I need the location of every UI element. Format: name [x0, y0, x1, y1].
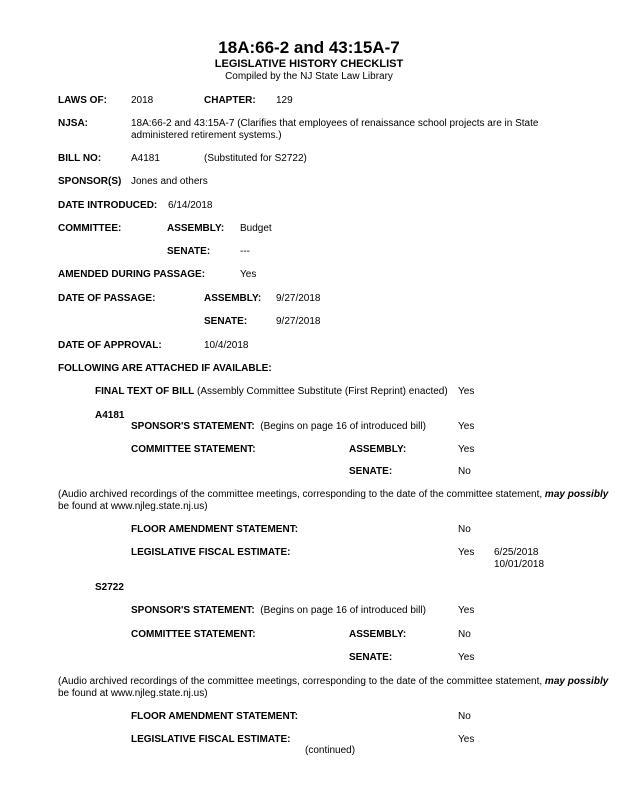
- a4181-sponsor-line: [131, 421, 426, 433]
- s2722-sponsor-label: SPONSOR'S STATEMENT:: [131, 605, 255, 616]
- s2722-senate-value: Yes: [458, 652, 475, 663]
- bill-no-value: A4181: [131, 153, 160, 164]
- s2722-floor-value: No: [458, 711, 471, 722]
- a4181-heading: A4181: [95, 410, 125, 421]
- a4181-senate-label: SENATE:: [349, 466, 393, 477]
- a4181-fiscal-label: LEGISLATIVE FISCAL ESTIMATE:: [131, 547, 291, 558]
- passage-senate-value: 9/27/2018: [276, 316, 321, 327]
- laws-of-label: LAWS OF:: [58, 95, 107, 106]
- chapter-value: 129: [276, 95, 293, 106]
- a4181-sponsor-label: SPONSOR'S STATEMENT:: [131, 421, 255, 432]
- final-text-label: FINAL TEXT OF BILL: [95, 386, 195, 397]
- a4181-audio-note-cont: be found at www.njleg.state.nj.us): [58, 501, 208, 512]
- a4181-fiscal-date-1: 6/25/2018: [494, 547, 539, 558]
- passage-assembly-value: 9/27/2018: [276, 293, 321, 304]
- document-title: 18A:66-2 and 43:15A-7: [218, 38, 400, 57]
- a4181-floor-value: No: [458, 524, 471, 535]
- s2722-floor-label: FLOOR AMENDMENT STATEMENT:: [131, 711, 299, 722]
- compiled-by: Compiled by the NJ State Law Library: [225, 71, 393, 82]
- njsa-label: NJSA:: [58, 118, 89, 129]
- s2722-fiscal-value: Yes: [458, 734, 475, 745]
- final-text-line: [95, 386, 448, 398]
- a4181-assembly-value: Yes: [458, 444, 475, 455]
- a4181-fiscal-value: Yes: [458, 547, 475, 558]
- a4181-sponsor-detail: (Begins on page 16 of introduced bill): [260, 421, 426, 432]
- s2722-sponsor-detail: (Begins on page 16 of introduced bill): [260, 605, 426, 616]
- s2722-sponsor-value: Yes: [458, 605, 475, 616]
- a4181-committee-label: COMMITTEE STATEMENT:: [131, 444, 256, 455]
- s2722-sponsor-line: [131, 605, 426, 617]
- s2722-audio-note-cont: be found at www.njleg.state.nj.us): [58, 688, 208, 699]
- s2722-committee-label: COMMITTEE STATEMENT:: [131, 629, 256, 640]
- chapter-label: CHAPTER:: [204, 95, 256, 106]
- continued-note: (continued): [305, 745, 356, 756]
- laws-of-value: 2018: [131, 95, 154, 106]
- a4181-senate-value: No: [458, 466, 471, 477]
- bill-no-note: (Substituted for S2722): [204, 153, 307, 164]
- passage-assembly-label: ASSEMBLY:: [204, 293, 262, 304]
- amended-value: Yes: [240, 269, 257, 280]
- approval-value: 10/4/2018: [204, 340, 249, 351]
- passage-label: DATE OF PASSAGE:: [58, 293, 156, 304]
- final-text-value: Yes: [458, 386, 475, 397]
- a4181-floor-label: FLOOR AMENDMENT STATEMENT:: [131, 524, 299, 535]
- date-introduced-value: 6/14/2018: [168, 200, 213, 211]
- s2722-fiscal-label: LEGISLATIVE FISCAL ESTIMATE:: [131, 734, 291, 745]
- s2722-assembly-label: ASSEMBLY:: [349, 629, 407, 640]
- s2722-heading: S2722: [95, 582, 124, 593]
- document-subtitle: LEGISLATIVE HISTORY CHECKLIST: [214, 58, 404, 70]
- sponsors-value: Jones and others: [131, 176, 208, 187]
- committee-senate-value: ---: [240, 246, 250, 257]
- a4181-assembly-label: ASSEMBLY:: [349, 444, 407, 455]
- s2722-assembly-value: No: [458, 629, 471, 640]
- njsa-value: 18A:66-2 and 43:15A-7 (Clarifies that employees of renaissance school projects are in State administered retirement systems.): [131, 118, 539, 141]
- final-text-detail: (Assembly Committee Substitute (First Reprint) enacted): [197, 386, 448, 397]
- committee-assembly-label: ASSEMBLY:: [167, 223, 225, 234]
- date-introduced-label: DATE INTRODUCED:: [58, 200, 158, 211]
- committee-senate-label: SENATE:: [167, 246, 211, 257]
- attached-heading: FOLLOWING ARE ATTACHED IF AVAILABLE:: [58, 363, 272, 374]
- approval-label: DATE OF APPROVAL:: [58, 340, 162, 351]
- sponsors-label: SPONSOR(S): [58, 176, 122, 187]
- a4181-fiscal-date-2: 10/01/2018: [494, 559, 545, 570]
- bill-no-label: BILL NO:: [58, 153, 102, 164]
- s2722-senate-label: SENATE:: [349, 652, 393, 663]
- committee-assembly-value: Budget: [240, 223, 272, 234]
- passage-senate-label: SENATE:: [204, 316, 248, 327]
- a4181-audio-note: (Audio archived recordings of the committee meetings, corresponding to the date of the committee statement, may possibly: [58, 489, 609, 500]
- amended-label: AMENDED DURING PASSAGE:: [58, 269, 206, 280]
- committee-label: COMMITTEE:: [58, 223, 122, 234]
- a4181-sponsor-value: Yes: [458, 421, 475, 432]
- s2722-audio-note: (Audio archived recordings of the committee meetings, corresponding to the date of the committee statement, may possibly: [58, 676, 609, 687]
